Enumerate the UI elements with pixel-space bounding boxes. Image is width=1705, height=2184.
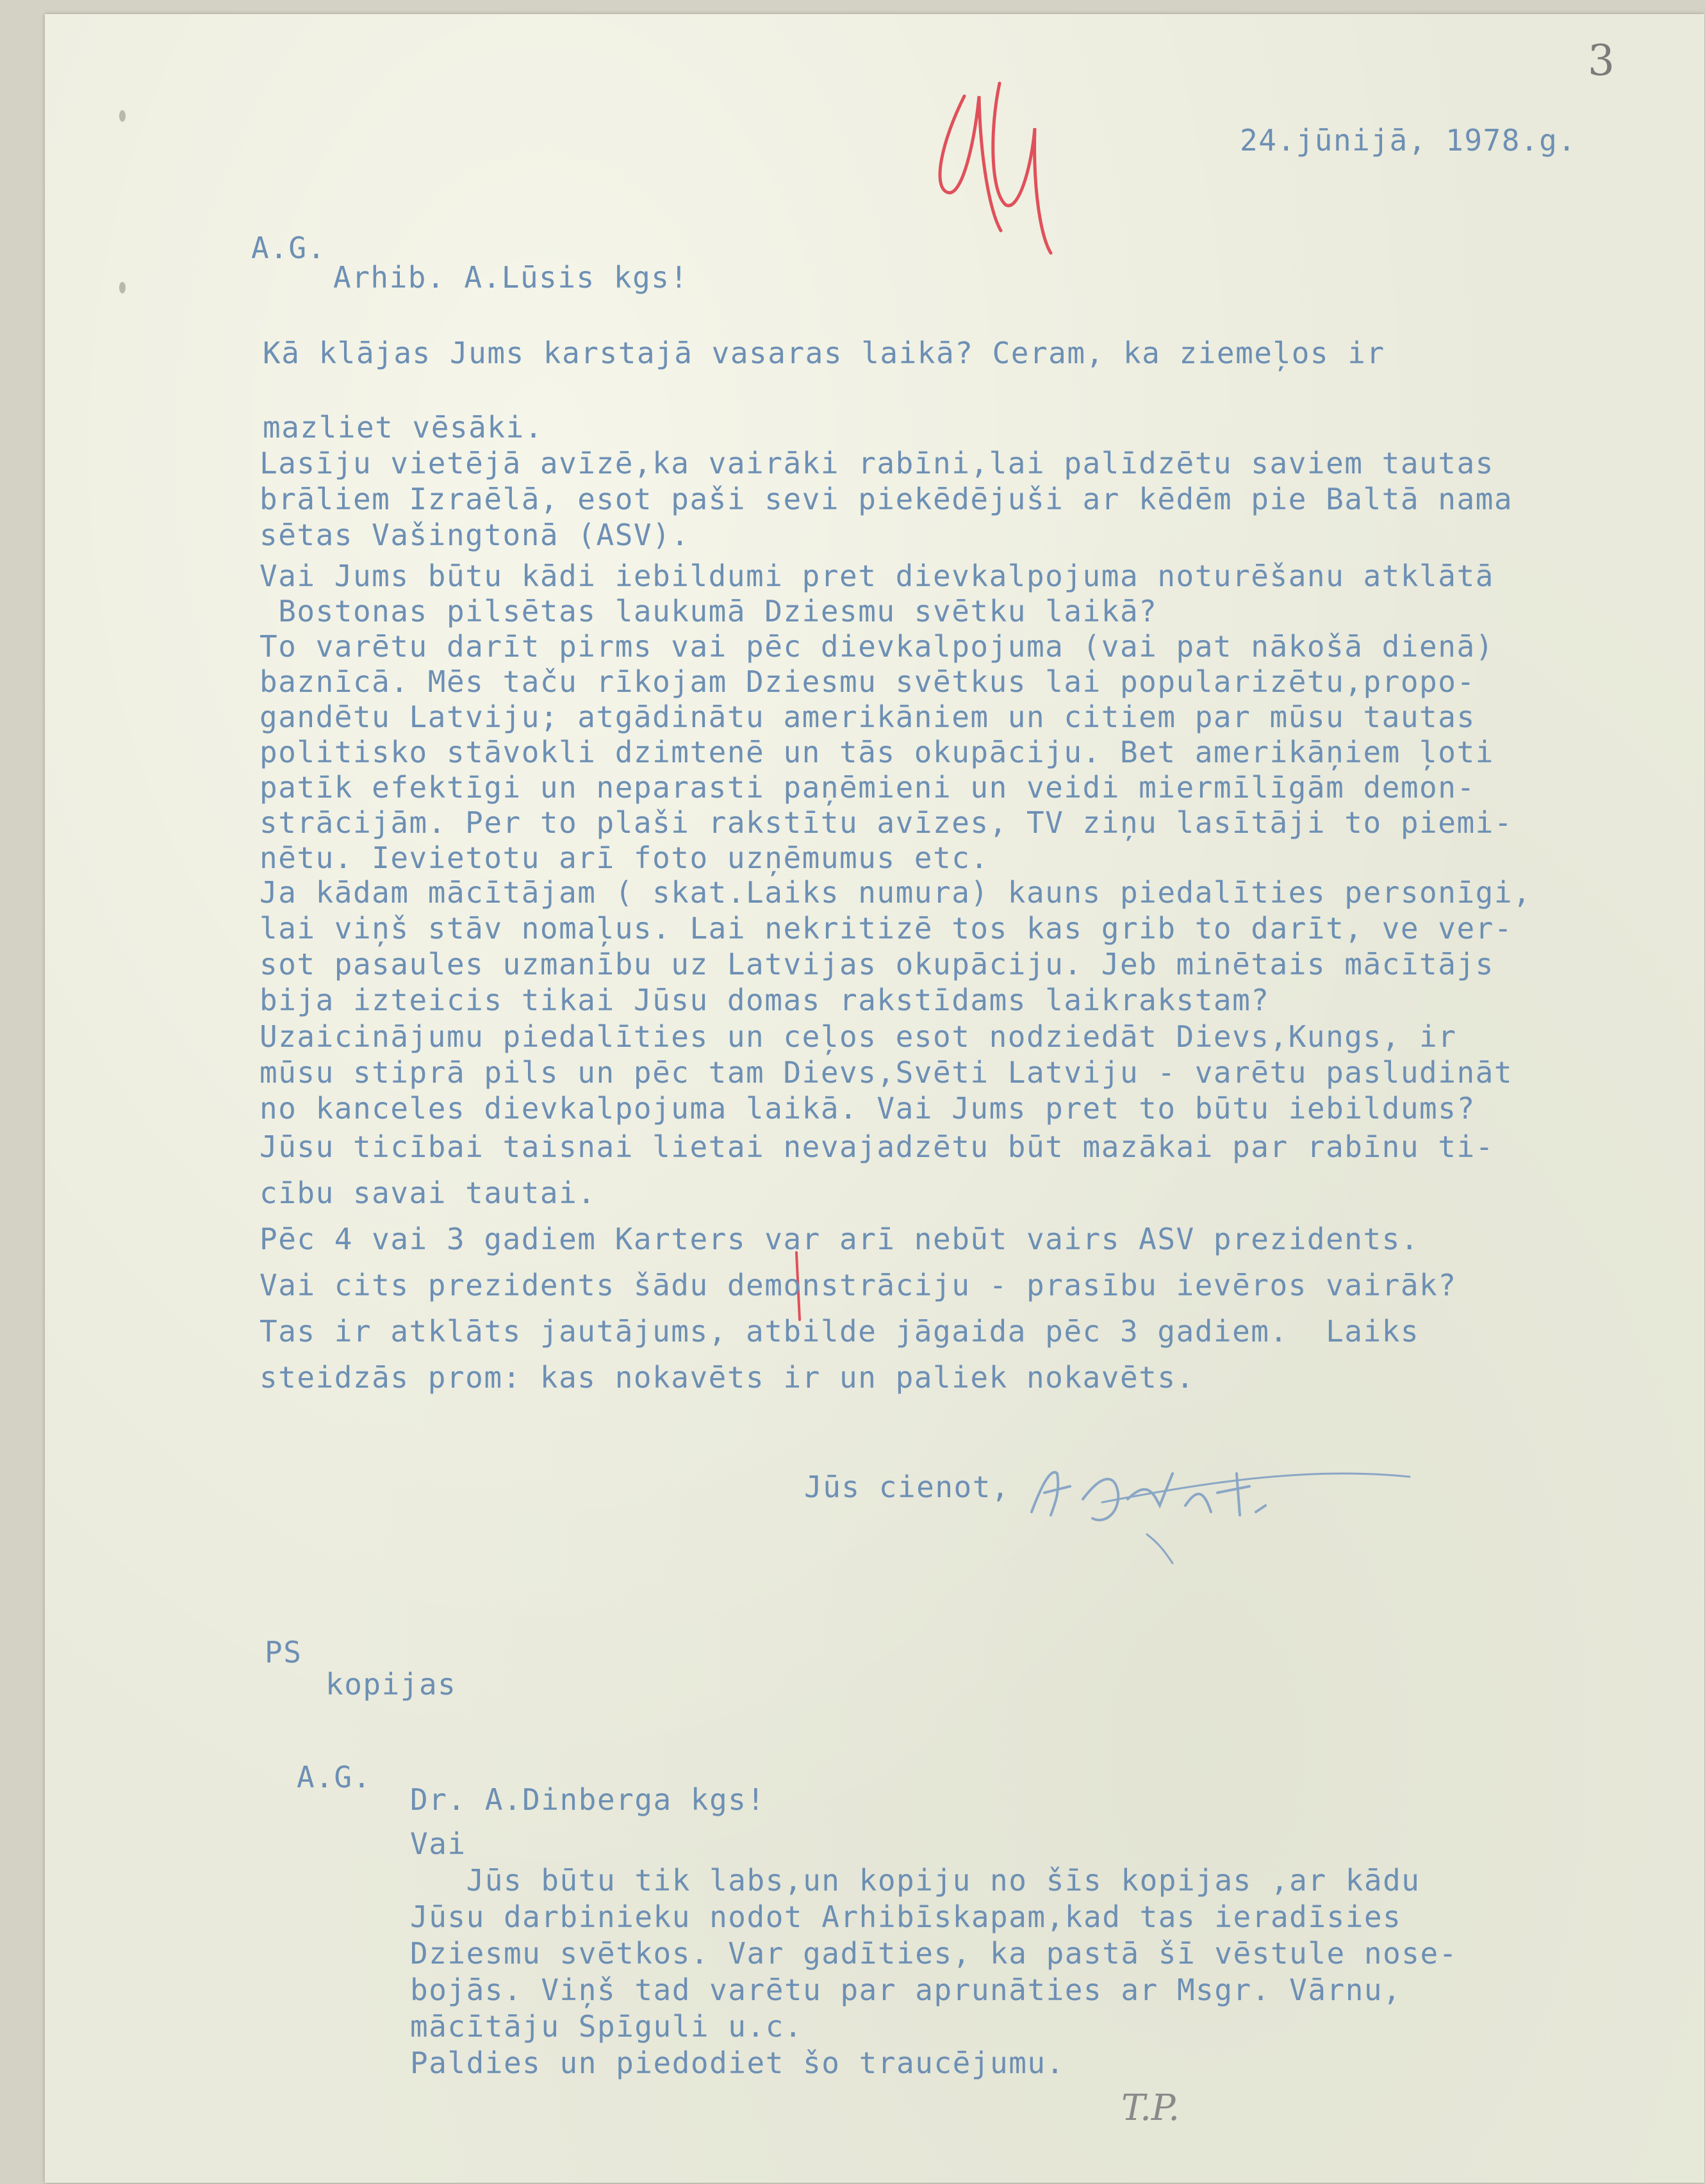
paragraph-5: Uzaicinājumu piedalīties un ceļos esot nodziedāt Dievs,Kungs, ir mūsu stiprā pils un pēc tam Dievs,Svēti Latviju - varētu pasludināt no kanceles dievkalpojuma laikā. Vai Jums pret to būtu iebildums?	[259, 1019, 1513, 1126]
punch-hole	[119, 110, 126, 122]
ps-kopijas: kopijas	[325, 1667, 457, 1702]
letter-date: 24.jūnijā, 1978.g.	[1240, 123, 1577, 158]
paragraph-1: Kā klājas Jums karstajā vasaras laikā? Ceram, ka ziemeļos ir mazliet vēsāki.	[263, 336, 1385, 445]
ps-label: PS	[265, 1635, 302, 1670]
paragraph-3: Vai Jums būtu kādi iebildumi pret dievkalpojuma noturēšanu atklātā Bostonas pilsētas laukumā Dziesmu svētku laikā? To varētu darīt pirms vai pēc dievkalpojuma (vai pat nākošā dienā) baznīcā. Mēs taču rīkojam Dziesmu svētkus lai popularizētu,propo- gandētu Latviju; atgādinātu amerikāniem un citiem par mūsu tautas politisko stāvokli dzimtenē un tās okupāciju. Bet amerikāņiem ļoti patīk efektīgi un neparasti paņēmieni un veidi miermīlīgām demon- strācijām. Per to plaši rakstītu avīzes, TV ziņu lasītāji to piemi- nētu. Ievietotu arī foto uzņēmumus etc.	[259, 559, 1513, 875]
ps-initials: A.G.	[297, 1760, 372, 1794]
page-number: 3	[1588, 36, 1615, 85]
footer-initials: T.P.	[1121, 2087, 1180, 2129]
closing: Jūs cienot,	[804, 1470, 1010, 1504]
punch-hole	[119, 282, 126, 293]
sender-initials: A.G.	[251, 231, 326, 265]
salutation: Arhib. A.Lūsis kgs!	[333, 260, 689, 295]
paragraph-6: Jūsu ticībai taisnai lietai nevajadzētu būt mazākai par rabīnu ti- cību savai tautai. Pēc 4 vai 3 gadiem Karters var arī nebūt vairs ASV prezidents. Vai cits prezidents šādu demonstrāciju - prasību ievēros vairāk? Tas ir atklāts jautājums, atbilde jāgaida pēc 3 gadiem. Laiks steidzās prom: kas nokavēts ir un paliek nokavēts.	[259, 1129, 1494, 1395]
paragraph-2: Lasīju vietējā avīzē,ka vairāki rabīni,lai palīdzētu saviem tautas brāliem Izraēlā, esot paši sevi piekēdējuši ar kēdēm pie Baltā nama sētas Vašingtonā (ASV).	[259, 446, 1513, 552]
ps-text: Vai Jūs būtu tik labs,un kopiju no šīs kopijas ,ar kādu Jūsu darbinieku nodot Arhibīskapam,kad tas ieradīsies Dziesmu svētkos. Var gadīties, ka pastā šī vēstule nose- bojās. Viņš tad varētu par aprunāties ar Msgr. Vārnu, mācītāju Spīguli u.c. Paldies un piedodiet šo traucējumu.	[410, 1827, 1458, 2080]
ps-salutation: Dr. A.Dinberga kgs!	[410, 1782, 766, 1817]
paragraph-4: Ja kādam mācītājam ( skat.Laiks numura) kauns piedalīties personīgi, lai viņš stāv nomaļus. Lai nekritizē tos kas grib to darīt, ve ver- sot pasaules uzmanību uz Latvijas okupāciju. Jeb minētais mācītājs bija izteicis tikai Jūsu domas rakstīdams laikrakstam?	[259, 875, 1532, 1017]
